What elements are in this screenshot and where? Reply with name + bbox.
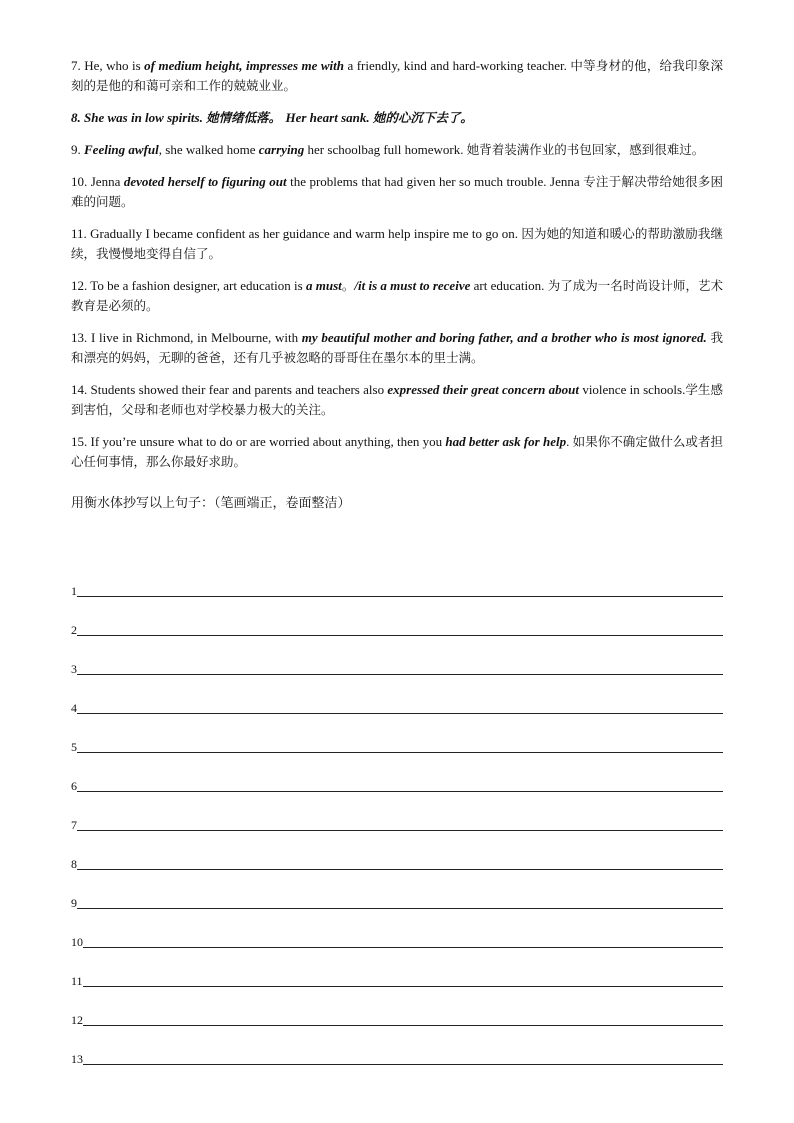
line-number: 5: [71, 740, 77, 754]
line-number: 3: [71, 662, 77, 676]
line-number: 4: [71, 701, 77, 715]
sentence-text: 她背着装满作业的书包回家，感到很难过。: [466, 142, 705, 157]
copy-instruction: 用衡水体抄写以上句子：（笔画端正，卷面整洁）: [71, 496, 351, 511]
underline-rule: [83, 1063, 723, 1065]
writing-line[interactable]: [71, 950, 723, 989]
underline-rule: [83, 1024, 723, 1026]
sentence-text: violence in schools.: [579, 382, 686, 397]
sentence-p13: [71, 328, 723, 368]
underline-rule: [77, 829, 723, 831]
sentence-text: 如果你不确定做什么或者担心任何事情，那么你最好求助。: [71, 434, 723, 469]
line-number: 7: [71, 818, 77, 832]
writing-line[interactable]: [71, 794, 723, 833]
sentence-text: 。: [341, 278, 355, 293]
sentence-text: 学生感到害怕，父母和老师也对学校暴力极大的关注。: [71, 382, 723, 417]
underline-rule: [83, 985, 723, 987]
sentence-text: my beautiful mother and boring father, and a brother who is most ignored.: [301, 330, 707, 345]
sentence-p7: [71, 56, 723, 96]
underline-rule: [77, 868, 723, 870]
sentence-text: Feeling awful: [84, 142, 159, 157]
writing-line[interactable]: [71, 560, 723, 599]
writing-line[interactable]: [71, 638, 723, 677]
sentence-text: 10. Jenna: [71, 174, 124, 189]
sentence-p12: [71, 276, 723, 316]
sentence-text: 7. He, who is: [71, 58, 145, 73]
sentence-text: 14. Students showed their fear and parents and teachers also: [71, 382, 388, 397]
sentence-text: her schoolbag full homework.: [304, 142, 467, 157]
underline-rule: [77, 673, 723, 675]
writing-line[interactable]: [71, 833, 723, 872]
sentence-text: the problems that had given her so much trouble. Jenna: [286, 174, 584, 189]
line-number: 10: [71, 935, 83, 949]
writing-line[interactable]: [71, 872, 723, 911]
sentence-p10: [71, 172, 723, 212]
writing-line[interactable]: [71, 716, 723, 755]
sentence-text: a must: [306, 278, 342, 293]
sentence-text: 中等身材的他，给我印象深刻的是他的和蔼可亲和工作的兢兢业业。: [71, 58, 723, 93]
writing-line[interactable]: [71, 755, 723, 794]
sentence-text: carrying: [258, 142, 305, 157]
line-number: 13: [71, 1052, 83, 1066]
writing-line[interactable]: [71, 911, 723, 950]
sentence-text: a friendly, kind and hard-working teacher.: [343, 58, 571, 73]
sentence-text: 11. Gradually I became confident as her guidance and warm help inspire me to go on.: [71, 226, 522, 241]
line-number: 1: [71, 584, 77, 598]
sentence-text: of medium height, impresses me with: [144, 58, 344, 73]
underline-rule: [77, 790, 723, 792]
sentence-text: 我和漂亮的妈妈，无聊的爸爸，还有几乎被忽略的哥哥住在墨尔本的里士满。: [71, 330, 723, 365]
sentence-text: 8. She was in low spirits.: [71, 110, 207, 125]
sentence-text: expressed their great concern about: [387, 382, 580, 397]
sentence-paragraphs: [71, 56, 723, 472]
writing-line[interactable]: [71, 677, 723, 716]
line-number: 8: [71, 857, 77, 871]
writing-line[interactable]: [71, 599, 723, 638]
sentence-p15: [71, 432, 723, 472]
sentence-text: 她的心沉下去了。: [372, 110, 473, 125]
sentence-text: 因为她的知道和暖心的帮助激励我继续，我慢慢地变得自信了。: [71, 226, 723, 261]
sentence-text: 15. If you’re unsure what to do or are worried about anything, then you: [71, 434, 446, 449]
line-number: 2: [71, 623, 77, 637]
sentence-text: 专注于解决带给她很多困难的问题。: [71, 174, 724, 209]
writing-line[interactable]: [71, 989, 723, 1028]
sentence-text: 13. I live in Richmond, in Melbourne, with: [71, 330, 302, 345]
line-number: 9: [71, 896, 77, 910]
line-number: 6: [71, 779, 77, 793]
sentence-text: devoted herself to figuring out: [123, 174, 287, 189]
sentence-text: /it is a must to receive: [354, 278, 471, 293]
underline-rule: [77, 712, 723, 714]
line-number: 12: [71, 1013, 83, 1027]
underline-rule: [77, 751, 723, 753]
sentence-p9: [71, 140, 723, 160]
sentence-text: 她情绪低落。: [206, 110, 286, 125]
sentence-p11: [71, 224, 723, 264]
underline-rule: [83, 946, 723, 948]
sentence-text: art education.: [470, 278, 548, 293]
underline-rule: [77, 634, 723, 636]
sentence-p8: [71, 108, 723, 128]
sentence-text: had better ask for help: [445, 434, 567, 449]
sentence-p14: [71, 380, 723, 420]
sentence-list: [71, 56, 723, 514]
writing-line[interactable]: [71, 1028, 723, 1067]
line-number: 11: [71, 974, 83, 988]
writing-lines: [71, 560, 723, 1067]
underline-rule: [77, 595, 723, 597]
sentence-text: .: [566, 434, 573, 449]
sentence-text: , she walked home: [158, 142, 259, 157]
sentence-text: 9.: [71, 142, 84, 157]
sentence-text: 12. To be a fashion designer, art education is: [71, 278, 306, 293]
underline-rule: [77, 907, 723, 909]
sentence-text: Her heart sank.: [285, 110, 373, 125]
sentence-text: 为了成为一名时尚设计师，艺术教育是必须的。: [71, 278, 723, 313]
